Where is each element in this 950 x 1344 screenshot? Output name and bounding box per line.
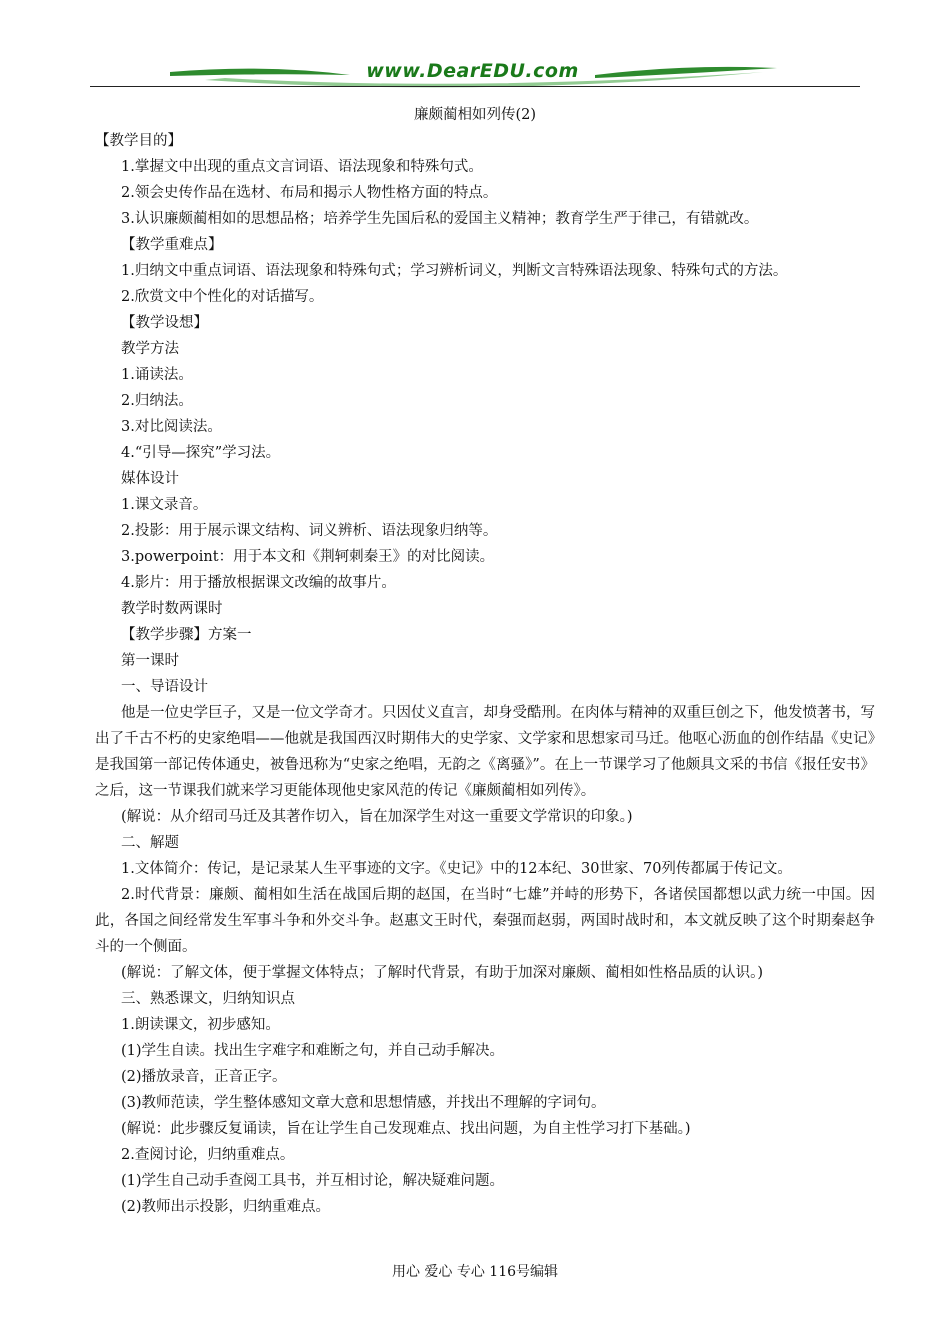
- text-line: 三、熟悉课文，归纳知识点: [121, 991, 295, 1007]
- section-block-2: [95, 804, 875, 882]
- text-line: (解说：了解文体，便于掌握文体特点；了解时代背景，有助于加深对廉颇、蔺相如性格品质的认识。): [121, 965, 764, 981]
- text-line: 3.认识廉颇蔺相如的思想品格；培养学生先国后私的爱国主义精神；教育学生严于律己，有错就改。: [121, 211, 759, 227]
- text-line: 媒体设计: [121, 471, 179, 487]
- text-line: 2.欣赏文中个性化的对话描写。: [121, 289, 324, 305]
- text-line: 教学时数两课时: [121, 601, 223, 617]
- text-line: 3.对比阅读法。: [121, 419, 222, 435]
- text-line: (1)学生自读。找出生字难字和难断之句，并自己动手解决。: [121, 1043, 505, 1059]
- text-line: (2)播放录音，正音正字。: [121, 1069, 287, 1085]
- background-paragraph: 2.时代背景：廉颇、蔺相如生活在战国后期的赵国，在当时“七雄”并峙的形势下，各诸侯国都想以武力统一中国。因此，各国之间经常发生军事斗争和外交斗争。赵惠文王时代，秦强而赵弱，两国时战时和，本文就反映了这个时期秦赵争斗的一个侧面。: [95, 887, 875, 955]
- text-line: 2.投影：用于展示课文结构、词义辨析、语法现象归纳等。: [121, 523, 498, 539]
- section-block-3: [95, 960, 875, 1220]
- text-line: 【教学目的】: [95, 133, 182, 149]
- text-line: 1.掌握文中出现的重点文言词语、语法现象和特殊句式。: [121, 159, 483, 175]
- text-line: (解说：此步骤反复诵读，旨在让学生自己发现难点、找出问题，为自主性学习打下基础。): [121, 1121, 691, 1137]
- text-line: 教学方法: [121, 341, 179, 357]
- text-line: 【教学步骤】方案一: [121, 627, 252, 643]
- page-footer: 用心 爱心 专心 116号编辑: [391, 1264, 559, 1280]
- text-line: 4.“引导—探究”学习法。: [121, 445, 281, 461]
- text-line: 4.影片：用于播放根据课文改编的故事片。: [121, 575, 396, 591]
- text-line: 2.归纳法。: [121, 393, 193, 409]
- text-line: 3.powerpoint：用于本文和《荆轲刺秦王》的对比阅读。: [121, 549, 495, 565]
- text-line: (3)教师范读，学生整体感知文章大意和思想情感，并找出不理解的字词句。: [121, 1095, 606, 1111]
- intro-paragraph: 他是一位史学巨子，又是一位文学奇才。只因仗义直言，却身受酷刑。在肉体与精神的双重巨创之下，他发愤著书，写出了千古不朽的史家绝唱——他就是我国西汉时期伟大的史学家、文学家和思想家司马迁。他呕心沥血的创作结晶《史记》是我国第一部记传体通史，被鲁迅称为“史家之绝唱，无韵之《离骚》”。在上一节课学习了他颇具文采的书信《报任安书》之后，这一节课我们就来学习更能体现他史家风范的传记《廉颇蔺相如列传》。: [95, 705, 875, 799]
- text-line: 1.归纳文中重点词语、语法现象和特殊句式；学习辨析词义，判断文言特殊语法现象、特殊句式的方法。: [121, 263, 788, 279]
- text-line: 1.诵读法。: [121, 367, 193, 383]
- text-line: 第一课时: [121, 653, 179, 669]
- text-line: 1.课文录音。: [121, 497, 208, 513]
- site-url: www.DearEDU.com: [366, 60, 579, 82]
- section-block-1: [95, 128, 875, 700]
- text-line: 一、导语设计: [121, 679, 208, 695]
- header-divider: [90, 86, 860, 87]
- text-line: 1.朗读课文，初步感知。: [121, 1017, 280, 1033]
- text-line: (解说：从介绍司马迁及其著作切入，旨在加深学生对这一重要文学常识的印象。): [121, 809, 633, 825]
- text-line: (1)学生自己动手查阅工具书，并互相讨论，解决疑难问题。: [121, 1173, 505, 1189]
- document-body: [95, 128, 875, 1220]
- text-line: 2.查阅讨论，归纳重难点。: [121, 1147, 295, 1163]
- text-line: 1.文体简介：传记，是记录某人生平事迹的文字。《史记》中的12本纪、30世家、70列传都属于传记文。: [121, 861, 792, 877]
- text-line: (2)教师出示投影，归纳重难点。: [121, 1199, 331, 1215]
- site-header-banner: [165, 58, 780, 94]
- document-title: 廉颇蔺相如列传(2): [413, 107, 537, 123]
- text-line: 【教学重难点】: [121, 237, 223, 253]
- text-line: 【教学设想】: [121, 315, 208, 331]
- text-line: 2.领会史传作品在选材、布局和揭示人物性格方面的特点。: [121, 185, 498, 201]
- text-line: 二、解题: [121, 835, 179, 851]
